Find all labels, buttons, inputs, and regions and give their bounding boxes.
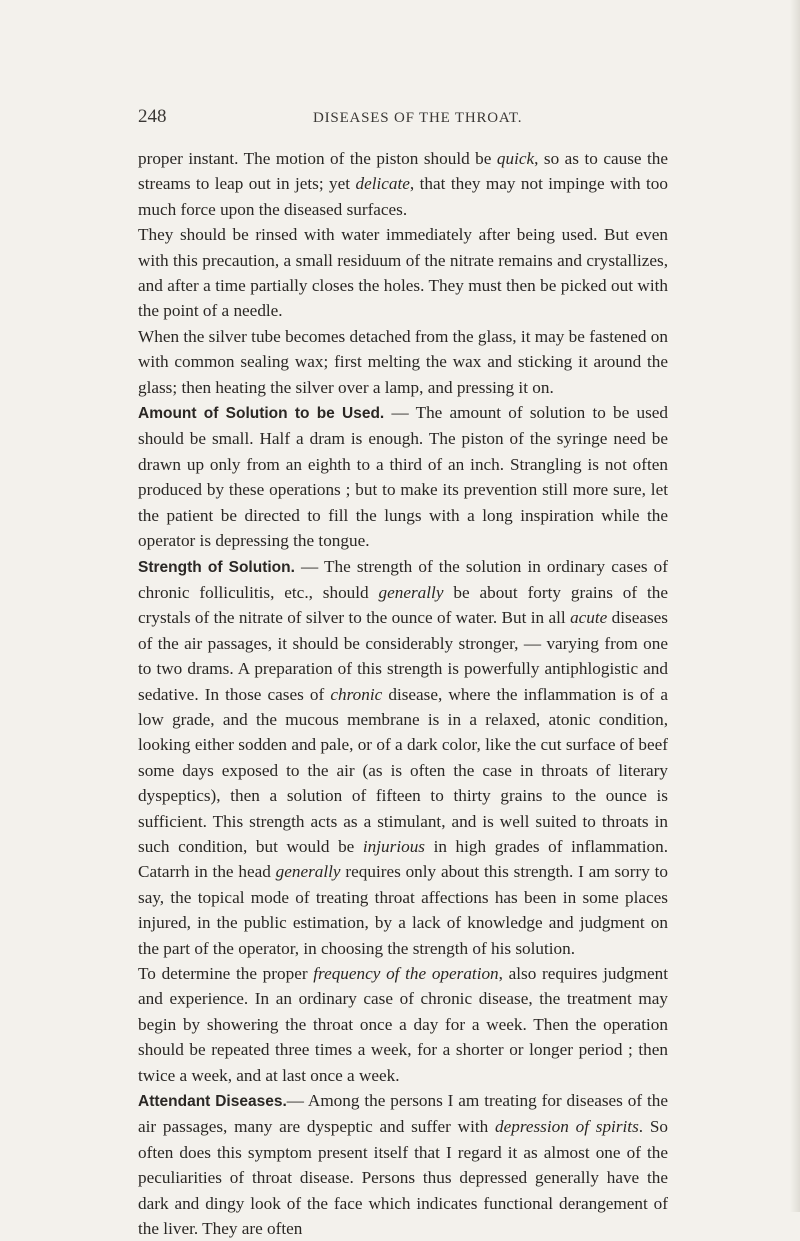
text-run: , that they may not impinge with too much force upon the diseased surfaces. bbox=[138, 174, 668, 219]
italic-phrase: depression of spirits bbox=[495, 1117, 639, 1137]
paragraph bbox=[138, 146, 668, 222]
section-subheading: Strength of Solution. bbox=[138, 558, 295, 576]
text-run: proper instant. The motion of the piston should be bbox=[138, 149, 497, 168]
section-subheading: Amount of Solution to be Used. bbox=[138, 405, 385, 423]
italic-phrase: injurious bbox=[362, 836, 425, 856]
paragraph bbox=[138, 554, 668, 962]
paragraph bbox=[138, 222, 668, 324]
section-subheading: Attendant Diseases. bbox=[138, 1093, 287, 1111]
page-number: 248 bbox=[138, 106, 167, 127]
paragraph bbox=[138, 324, 668, 400]
text-run: in high grades of inflammation. Catarrh in the head bbox=[138, 836, 668, 882]
text-run: — The strength of the solution in ordinary cases of chronic folliculitis, etc., should bbox=[138, 556, 668, 602]
italic-phrase: chronic bbox=[330, 684, 383, 704]
text-run: , also requires judgment and experience. In an ordinary case of chronic disease, the treatment may begin by showering the throat once a day for a week. Then the operation should be repeated three times a week, for a shorter or longer period ; then twice a week, and at last once a week. bbox=[138, 964, 668, 1085]
text-run: They should be rinsed with water immediately after being used. But even with this precaution, a small residuum of the nitrate remains and crystallizes, and after a time partially closes the holes. They must then be picked out with the point of a needle. bbox=[138, 225, 668, 321]
italic-phrase: generally bbox=[275, 862, 341, 882]
italic-phrase: acute bbox=[570, 608, 608, 628]
text-run: requires only about this strength. I am sorry to say, the topical mode of treating throat affections has been in some places injured, in the public estimation, by a lack of knowledge and judgment on the part of the operator, in choosing the strength of his solution. bbox=[138, 862, 669, 958]
text-run: diseases of the air passages, it should be considerably stronger, — varying from one to two drams. A preparation of this strength is powerfully antiphlogistic and sedative. In those cases of bbox=[138, 608, 668, 704]
text-run: . So often does this symptom present itself that I regard it as almost one of the peculiarities of throat disease. Persons thus depressed generally have the dark and dingy look of the face which indicates functional derangement of the liver. They are often bbox=[138, 1117, 668, 1239]
italic-phrase: generally bbox=[378, 582, 444, 602]
italic-phrase: frequency of the operation bbox=[313, 964, 499, 983]
paragraph bbox=[138, 400, 668, 553]
body-text bbox=[138, 146, 668, 1241]
paragraph bbox=[138, 1088, 668, 1241]
running-head: DISEASES OF THE THROAT. bbox=[313, 110, 523, 126]
italic-phrase: quick bbox=[496, 149, 535, 168]
text-run: — The amount of solution to be used should be small. Half a dram is enough. The piston of the syringe need be drawn up only from an eighth to a third of an inch. Strangling is not often produced by these operations ; but to make its prevention still more sure, let the patient be directed to fill the lungs with a long inspiration while the operator is depressing the tongue. bbox=[138, 403, 668, 551]
page-header bbox=[138, 106, 668, 128]
page-edge-shadow bbox=[790, 0, 800, 1212]
text-run: be about forty grains of the crystals of the nitrate of silver to the ounce of water. But in all bbox=[138, 582, 668, 628]
paragraph bbox=[138, 961, 668, 1088]
text-run: disease, where the inflammation is of a low grade, and the mucous membrane is in a relaxed, atonic condition, looking either sodden and pale, or of a dark color, like the cut surface of beef some days exposed to the air (as is often the case in throats of literary dyspeptics), then a solution of fifteen to thirty grains to the ounce is sufficient. This strength acts as a stimulant, and is well suited to throats in such condition, but would be bbox=[138, 684, 668, 856]
text-run: , so as to cause the streams to leap out in jets; yet bbox=[138, 149, 668, 194]
italic-phrase: delicate bbox=[355, 174, 410, 194]
text-run: When the silver tube becomes detached from the glass, it may be fastened on with common sealing wax; first melting the wax and sticking it around the glass; then heating the silver over a lamp, and pressing it on. bbox=[138, 326, 668, 397]
text-run: To determine the proper bbox=[138, 964, 314, 983]
text-run: — Among the persons I am treating for diseases of the air passages, many are dyspeptic and suffer with bbox=[138, 1091, 668, 1137]
